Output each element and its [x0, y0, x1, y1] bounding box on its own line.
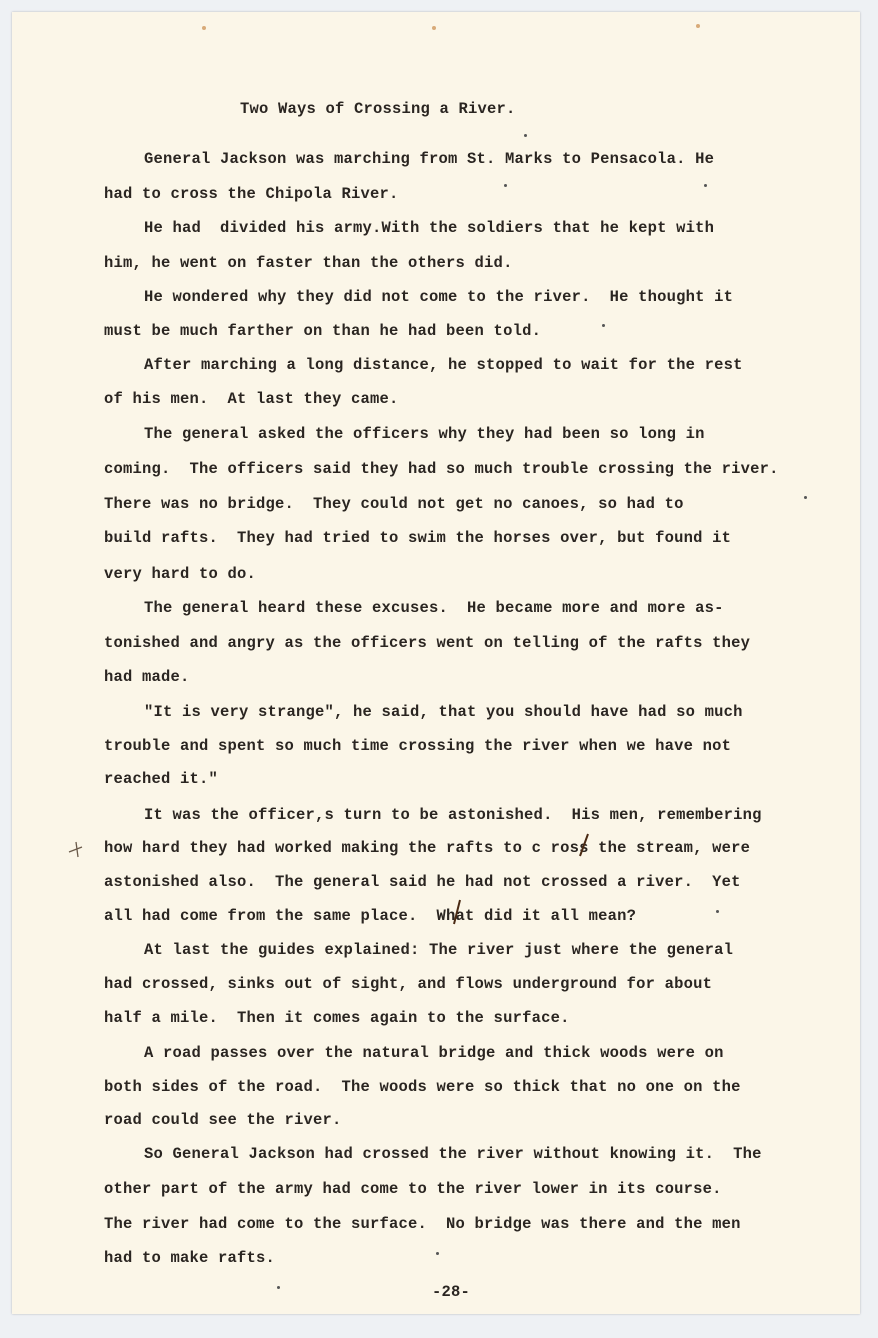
text-line: astonished also. The general said he had not crossed a river. Yet	[104, 873, 741, 891]
text-line: So General Jackson had crossed the river without knowing it. The	[144, 1145, 762, 1163]
text-line: The general heard these excuses. He became more and more as-	[144, 599, 724, 617]
ink-speck	[277, 1286, 280, 1289]
text-line: both sides of the road. The woods were so thick that no one on the	[104, 1078, 741, 1096]
text-line: There was no bridge. They could not get no canoes, so had to	[104, 495, 684, 513]
text-line: must be much farther on than he had been told.	[104, 322, 542, 340]
ink-speck	[704, 184, 707, 187]
document-title: Two Ways of Crossing a River.	[240, 100, 516, 118]
text-line: had to make rafts.	[104, 1249, 276, 1267]
text-line: how hard they had worked making the rafts to c ross the stream, were	[104, 839, 751, 857]
text-line: very hard to do.	[104, 565, 257, 583]
text-line: The river had come to the surface. No bridge was there and the men	[104, 1215, 741, 1233]
ink-speck	[804, 496, 807, 499]
margin-check-mark	[66, 838, 86, 860]
text-line: He had divided his army.With the soldiers that he kept with	[144, 219, 715, 237]
ink-speck	[524, 134, 527, 137]
ink-speck	[602, 324, 605, 327]
text-line: tonished and angry as the officers went on telling of the rafts they	[104, 634, 751, 652]
pen-correction-mark	[448, 898, 466, 926]
text-line: It was the officer,s turn to be astonished. His men, remembering	[144, 806, 762, 824]
text-line: reached it."	[104, 770, 219, 788]
ink-speck	[436, 1252, 439, 1255]
page-number: -28-	[432, 1283, 471, 1301]
text-line: trouble and spent so much time crossing the river when we have not	[104, 737, 732, 755]
ink-speck	[504, 184, 507, 187]
text-line: coming. The officers said they had so much trouble crossing the river.	[104, 460, 779, 478]
text-line: build rafts. They had tried to swim the horses over, but found it	[104, 529, 732, 547]
text-line: General Jackson was marching from St. Marks to Pensacola. He	[144, 150, 715, 168]
rust-spot	[696, 24, 700, 28]
text-line: He wondered why they did not come to the river. He thought it	[144, 288, 734, 306]
text-line: had made.	[104, 668, 190, 686]
text-line: other part of the army had come to the river lower in its course.	[104, 1180, 722, 1198]
text-line: half a mile. Then it comes again to the surface.	[104, 1009, 570, 1027]
text-line: all had come from the same place. What did it all mean?	[104, 907, 637, 925]
text-line: After marching a long distance, he stopped to wait for the rest	[144, 356, 743, 374]
text-line: had to cross the Chipola River.	[104, 185, 399, 203]
text-line: At last the guides explained: The river just where the general	[144, 941, 734, 959]
text-line: "It is very strange", he said, that you should have had so much	[144, 703, 743, 721]
text-line: road could see the river.	[104, 1111, 342, 1129]
rust-spot	[432, 26, 436, 30]
text-line: had crossed, sinks out of sight, and flows underground for about	[104, 975, 713, 993]
ink-speck	[716, 910, 719, 913]
text-line: of his men. At last they came.	[104, 390, 399, 408]
pen-correction-mark	[575, 832, 593, 858]
text-line: him, he went on faster than the others did.	[104, 254, 513, 272]
text-line: The general asked the officers why they had been so long in	[144, 425, 705, 443]
rust-spot	[202, 26, 206, 30]
text-line: A road passes over the natural bridge and thick woods were on	[144, 1044, 724, 1062]
document-page	[12, 12, 860, 1314]
